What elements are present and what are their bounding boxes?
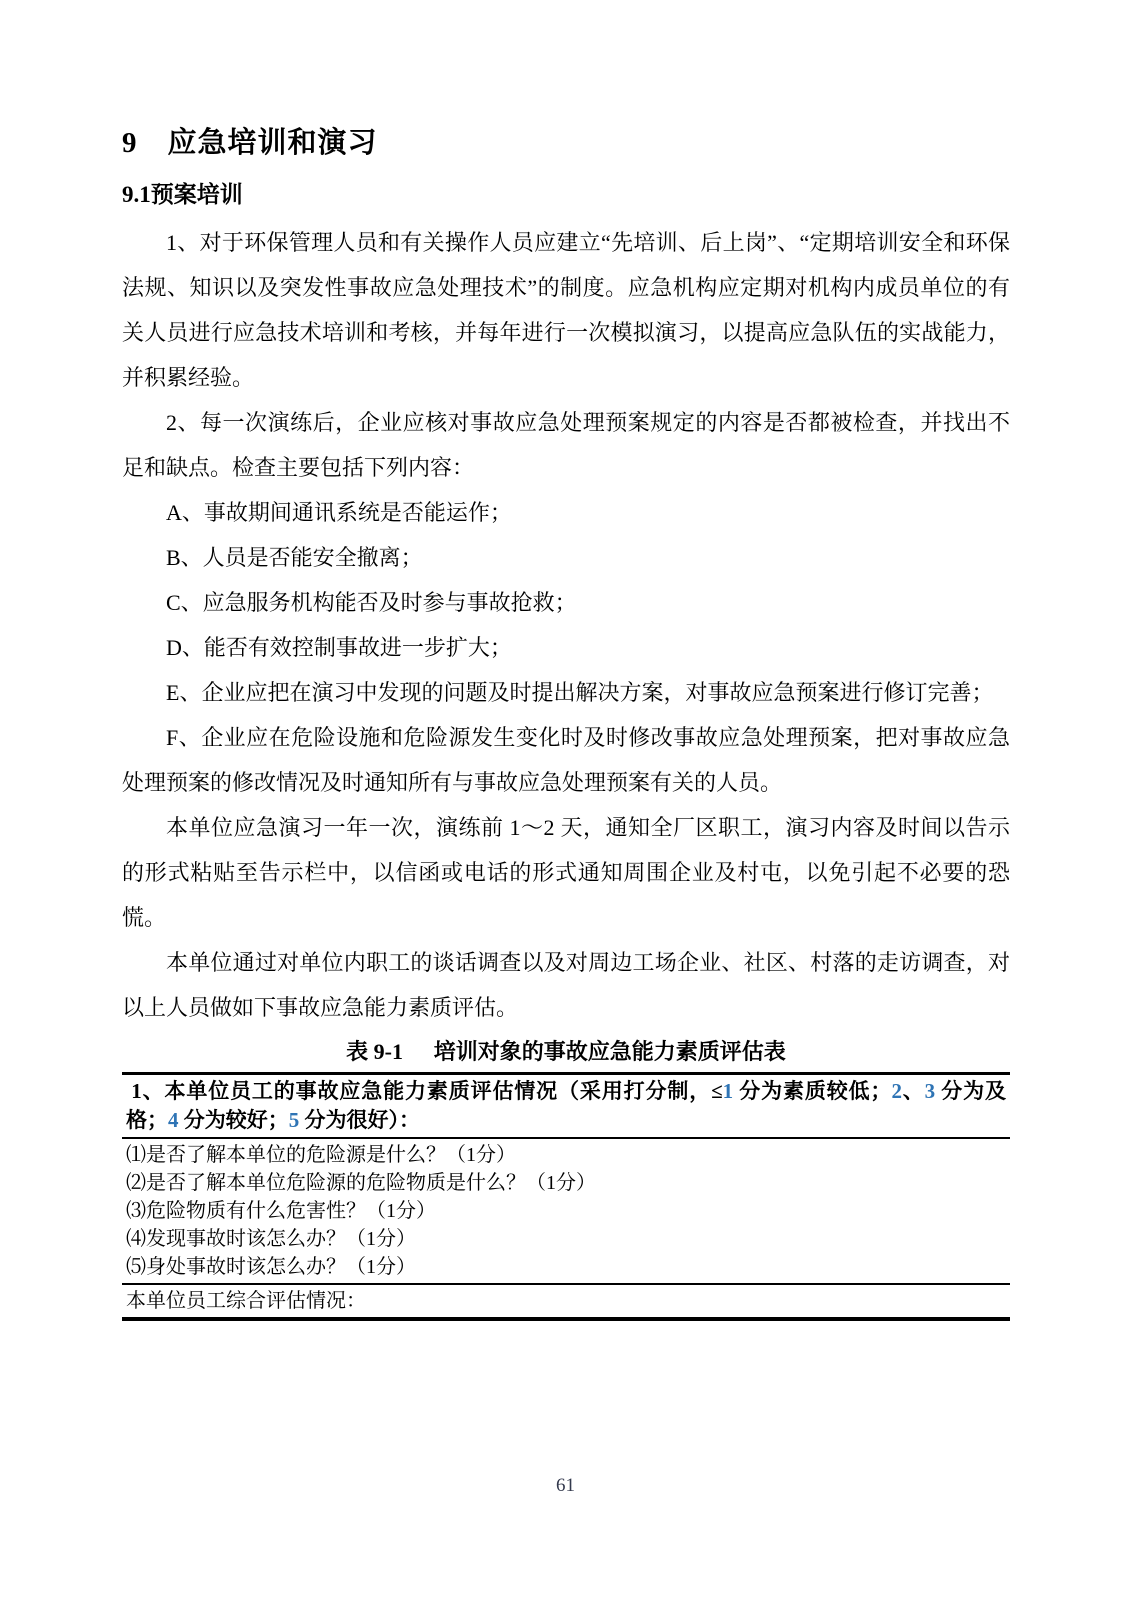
question-item-5: ⑸身处事故时该怎么办？（1分） <box>126 1256 416 1279</box>
assessment-table <box>122 1072 1010 1321</box>
table-caption-title: 培训对象的事故应急能力素质评估表 <box>433 1039 786 1065</box>
header-segment: 1、本单位员工的事故应急能力素质评估情况（采用打分制，≤ <box>131 1079 723 1104</box>
section-heading: 9.1预案培训 <box>122 181 243 207</box>
paragraph-annual-drill: 本单位应急演习一年一次，演练前 1～2 天，通知全厂区职工，演习内容及时间以告示的形式粘贴至告示栏中，以信函或电话的形式通知周围企业及村屯，以免引起不必要的恐慌。 <box>122 815 1010 931</box>
header-score-5: 5 <box>288 1108 300 1133</box>
question-item-3: ⑶危险物质有什么危害性？（1分） <box>126 1200 436 1223</box>
page-number: 61 <box>556 1475 575 1496</box>
table-questions-cell <box>122 1138 1010 1284</box>
paragraph-survey: 本单位通过对单位内职工的谈话调查以及对周边工场企业、社区、村落的走访调查，对以上人员做如下事故应急能力素质评估。 <box>122 950 1010 1021</box>
header-segment: 分为素质较低； <box>733 1079 892 1104</box>
list-item-c: C、应急服务机构能否及时参与事故抢救； <box>166 590 577 616</box>
question-item-1: ⑴是否了解本单位的危险源是什么？（1分） <box>126 1144 516 1167</box>
list-item-b: B、人员是否能安全撤离； <box>166 545 423 571</box>
chapter-heading: 9 应急培训和演习 <box>122 127 378 159</box>
header-score-1: 1 <box>722 1079 734 1104</box>
question-item-2: ⑵是否了解本单位危险源的危险物质是什么？（1分） <box>126 1172 596 1195</box>
header-score-2: 2 <box>891 1079 902 1104</box>
table-summary-cell: 本单位员工综合评估情况： <box>126 1290 366 1313</box>
table-caption-label: 表 9-1 <box>346 1039 403 1065</box>
header-segment: 、 <box>901 1079 925 1104</box>
header-segment: 分为较好； <box>178 1108 289 1133</box>
header-segment: 分为及格； <box>126 1079 1007 1133</box>
list-item-a: A、事故期间通讯系统是否能运作； <box>166 500 512 526</box>
header-segment: 分为很好）： <box>299 1108 420 1133</box>
table-questions-row <box>122 1138 1010 1284</box>
table-header-cell <box>122 1074 1010 1139</box>
table-summary-row <box>122 1284 1010 1319</box>
table-caption <box>122 1038 1010 1066</box>
list-item-f: F、企业应在危险设施和危险源发生变化时及时修改事故应急处理预案，把对事故应急处理预案的修改情况及时通知所有与事故应急处理预案有关的人员。 <box>122 725 1010 796</box>
list-item-d: D、能否有效控制事故进一步扩大； <box>166 635 512 661</box>
header-score-3: 3 <box>924 1079 936 1104</box>
paragraph-drill-review: 2、每一次演练后，企业应核对事故应急处理预案规定的内容是否都被检查，并找出不足和缺点。检查主要包括下列内容： <box>122 410 1010 481</box>
page-content <box>122 126 1010 1321</box>
header-score-4: 4 <box>168 1108 179 1133</box>
list-item-e: E、企业应把在演习中发现的问题及时提出解决方案，对事故应急预案进行修订完善； <box>166 680 994 706</box>
paragraph-training-system: 1、对于环保管理人员和有关操作人员应建立“先培训、后上岗”、“定期培训安全和环保法规、知识以及突发性事故应急处理技术”的制度。应急机构应定期对机构内成员单位的有关人员进行应急技术培训和考核，并每年进行一次模拟演习，以提高应急队伍的实战能力，并积累经验。 <box>122 230 1010 391</box>
table-header-row <box>122 1074 1010 1139</box>
question-item-4: ⑷发现事故时该怎么办？（1分） <box>126 1228 416 1251</box>
